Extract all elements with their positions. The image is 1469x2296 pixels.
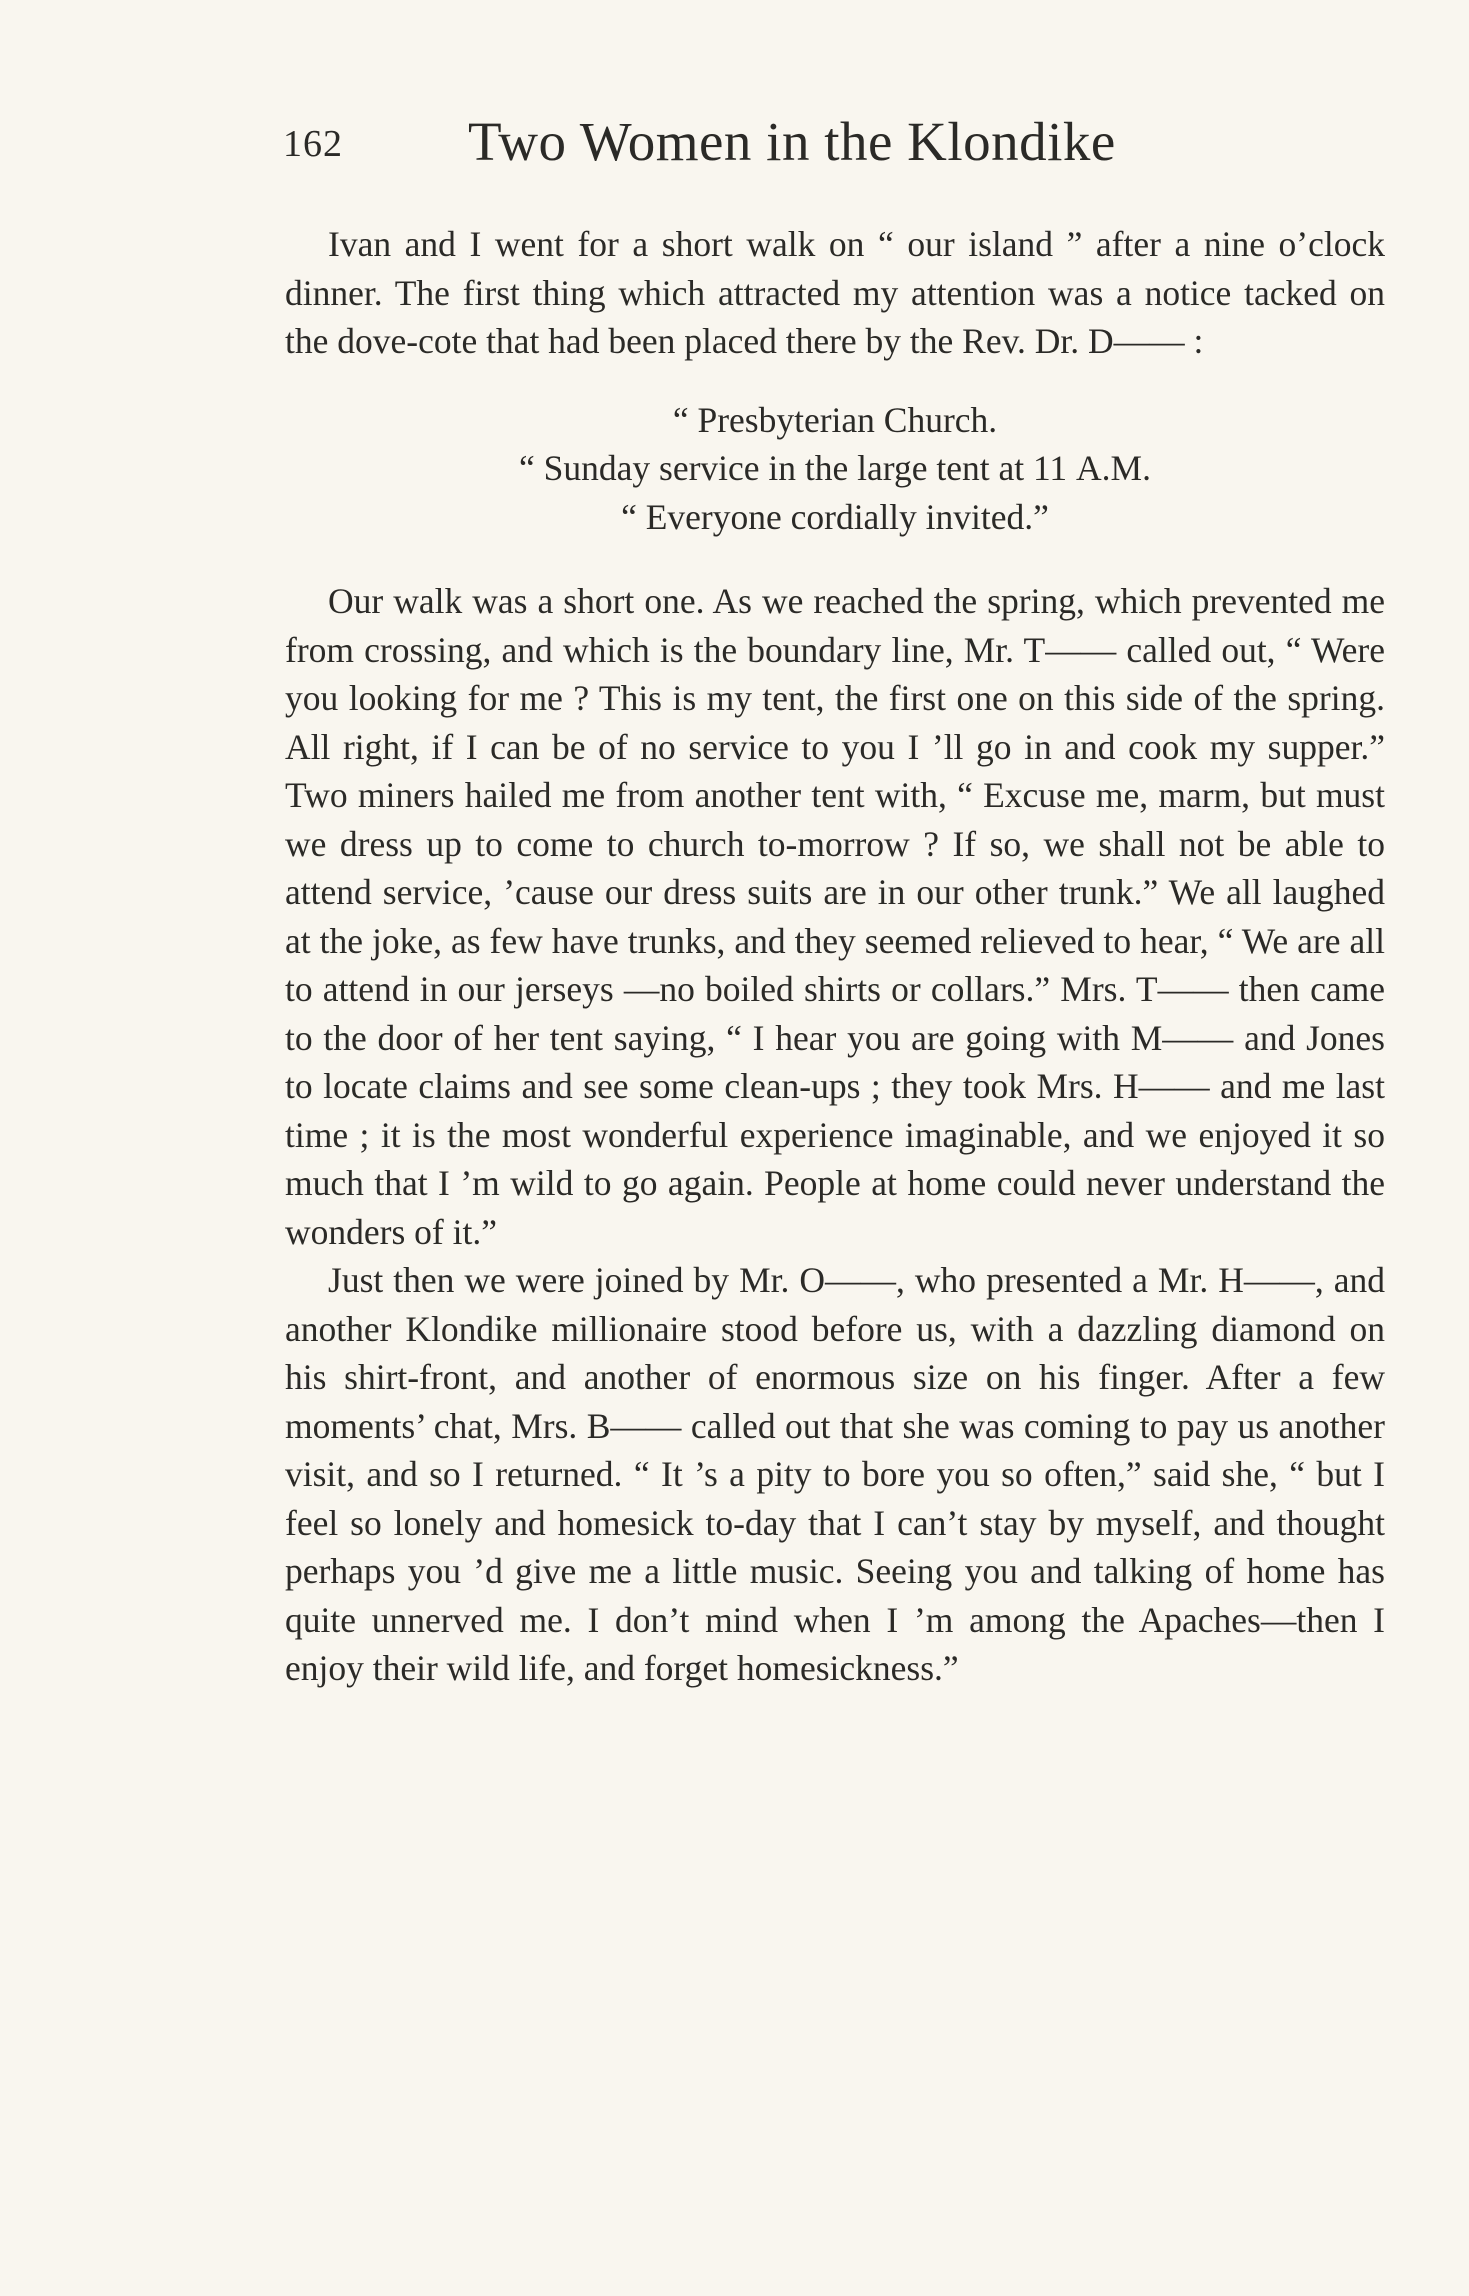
notice-line-2 (285, 444, 1385, 493)
paragraph-2: Our walk was a short one. As we reached the spring, which prevented me from crossing, and which is the boundary line, Mr. T—— called out, “ Were you looking for me ? This is my tent, the first one on this side of the spring. All right, if I can be of no service to you I ’ll go in and cook my supper.” Two miners hailed me from another tent with, “ Excuse me, marm, but must we dress up to come to church to-morrow ? If so, we shall not be able to attend service, ’cause our dress suits are in our other trunk.” We all laughed at the joke, as few have trunks, and they seemed relieved to hear, “ We are all to attend in our jerseys —no boiled shirts or collars.” Mrs. T—— then came to the door of her tent saying, “ I hear you are going with M—— and Jones to locate claims and see some clean-ups ; they took Mrs. H—— and me last time ; it is the most wonderful experience imaginable, and we enjoyed it so much that I ’m wild to go again. People at home could never understand the wonders of it.” (285, 581, 1385, 1252)
page-header (283, 110, 1383, 180)
body-text (285, 220, 1385, 1693)
page-number: 162 (283, 123, 343, 165)
notice-time: A.M. (1076, 448, 1151, 488)
paragraph-3: Just then we were joined by Mr. O——, who presented a Mr. H——, and another Klondike millionaire stood before us, with a dazzling diamond on his shirt-front, and another of enormous size on his finger. After a few moments’ chat, Mrs. B—— called out that she was coming to pay us another visit, and so I returned. “ It ’s a pity to bore you so often,” said she, “ but I feel so lonely and homesick to-day that I can’t stay by myself, and thought perhaps you ’d give me a little music. Seeing you and talking of home has quite unnerved me. I don’t mind when I ’m among the Apaches—then I enjoy their wild life, and forget homesickness.” (285, 1260, 1385, 1688)
church-notice (285, 396, 1385, 542)
paragraph-1: Ivan and I went for a short walk on “ our island ” after a nine o’clock dinner. The first thing which attracted my attention was a notice tacked on the dove-cote that had been placed there by the Rev. Dr. D—— : (285, 224, 1385, 361)
notice-line-3: “ Everyone cordially invited.” (621, 496, 1049, 537)
notice-line-2-text: “ Sunday service in the large tent at 11 (519, 448, 1077, 488)
notice-line-1: “ Presbyterian Church. (672, 399, 998, 440)
running-title: Two Women in the Klondike (468, 111, 1116, 172)
